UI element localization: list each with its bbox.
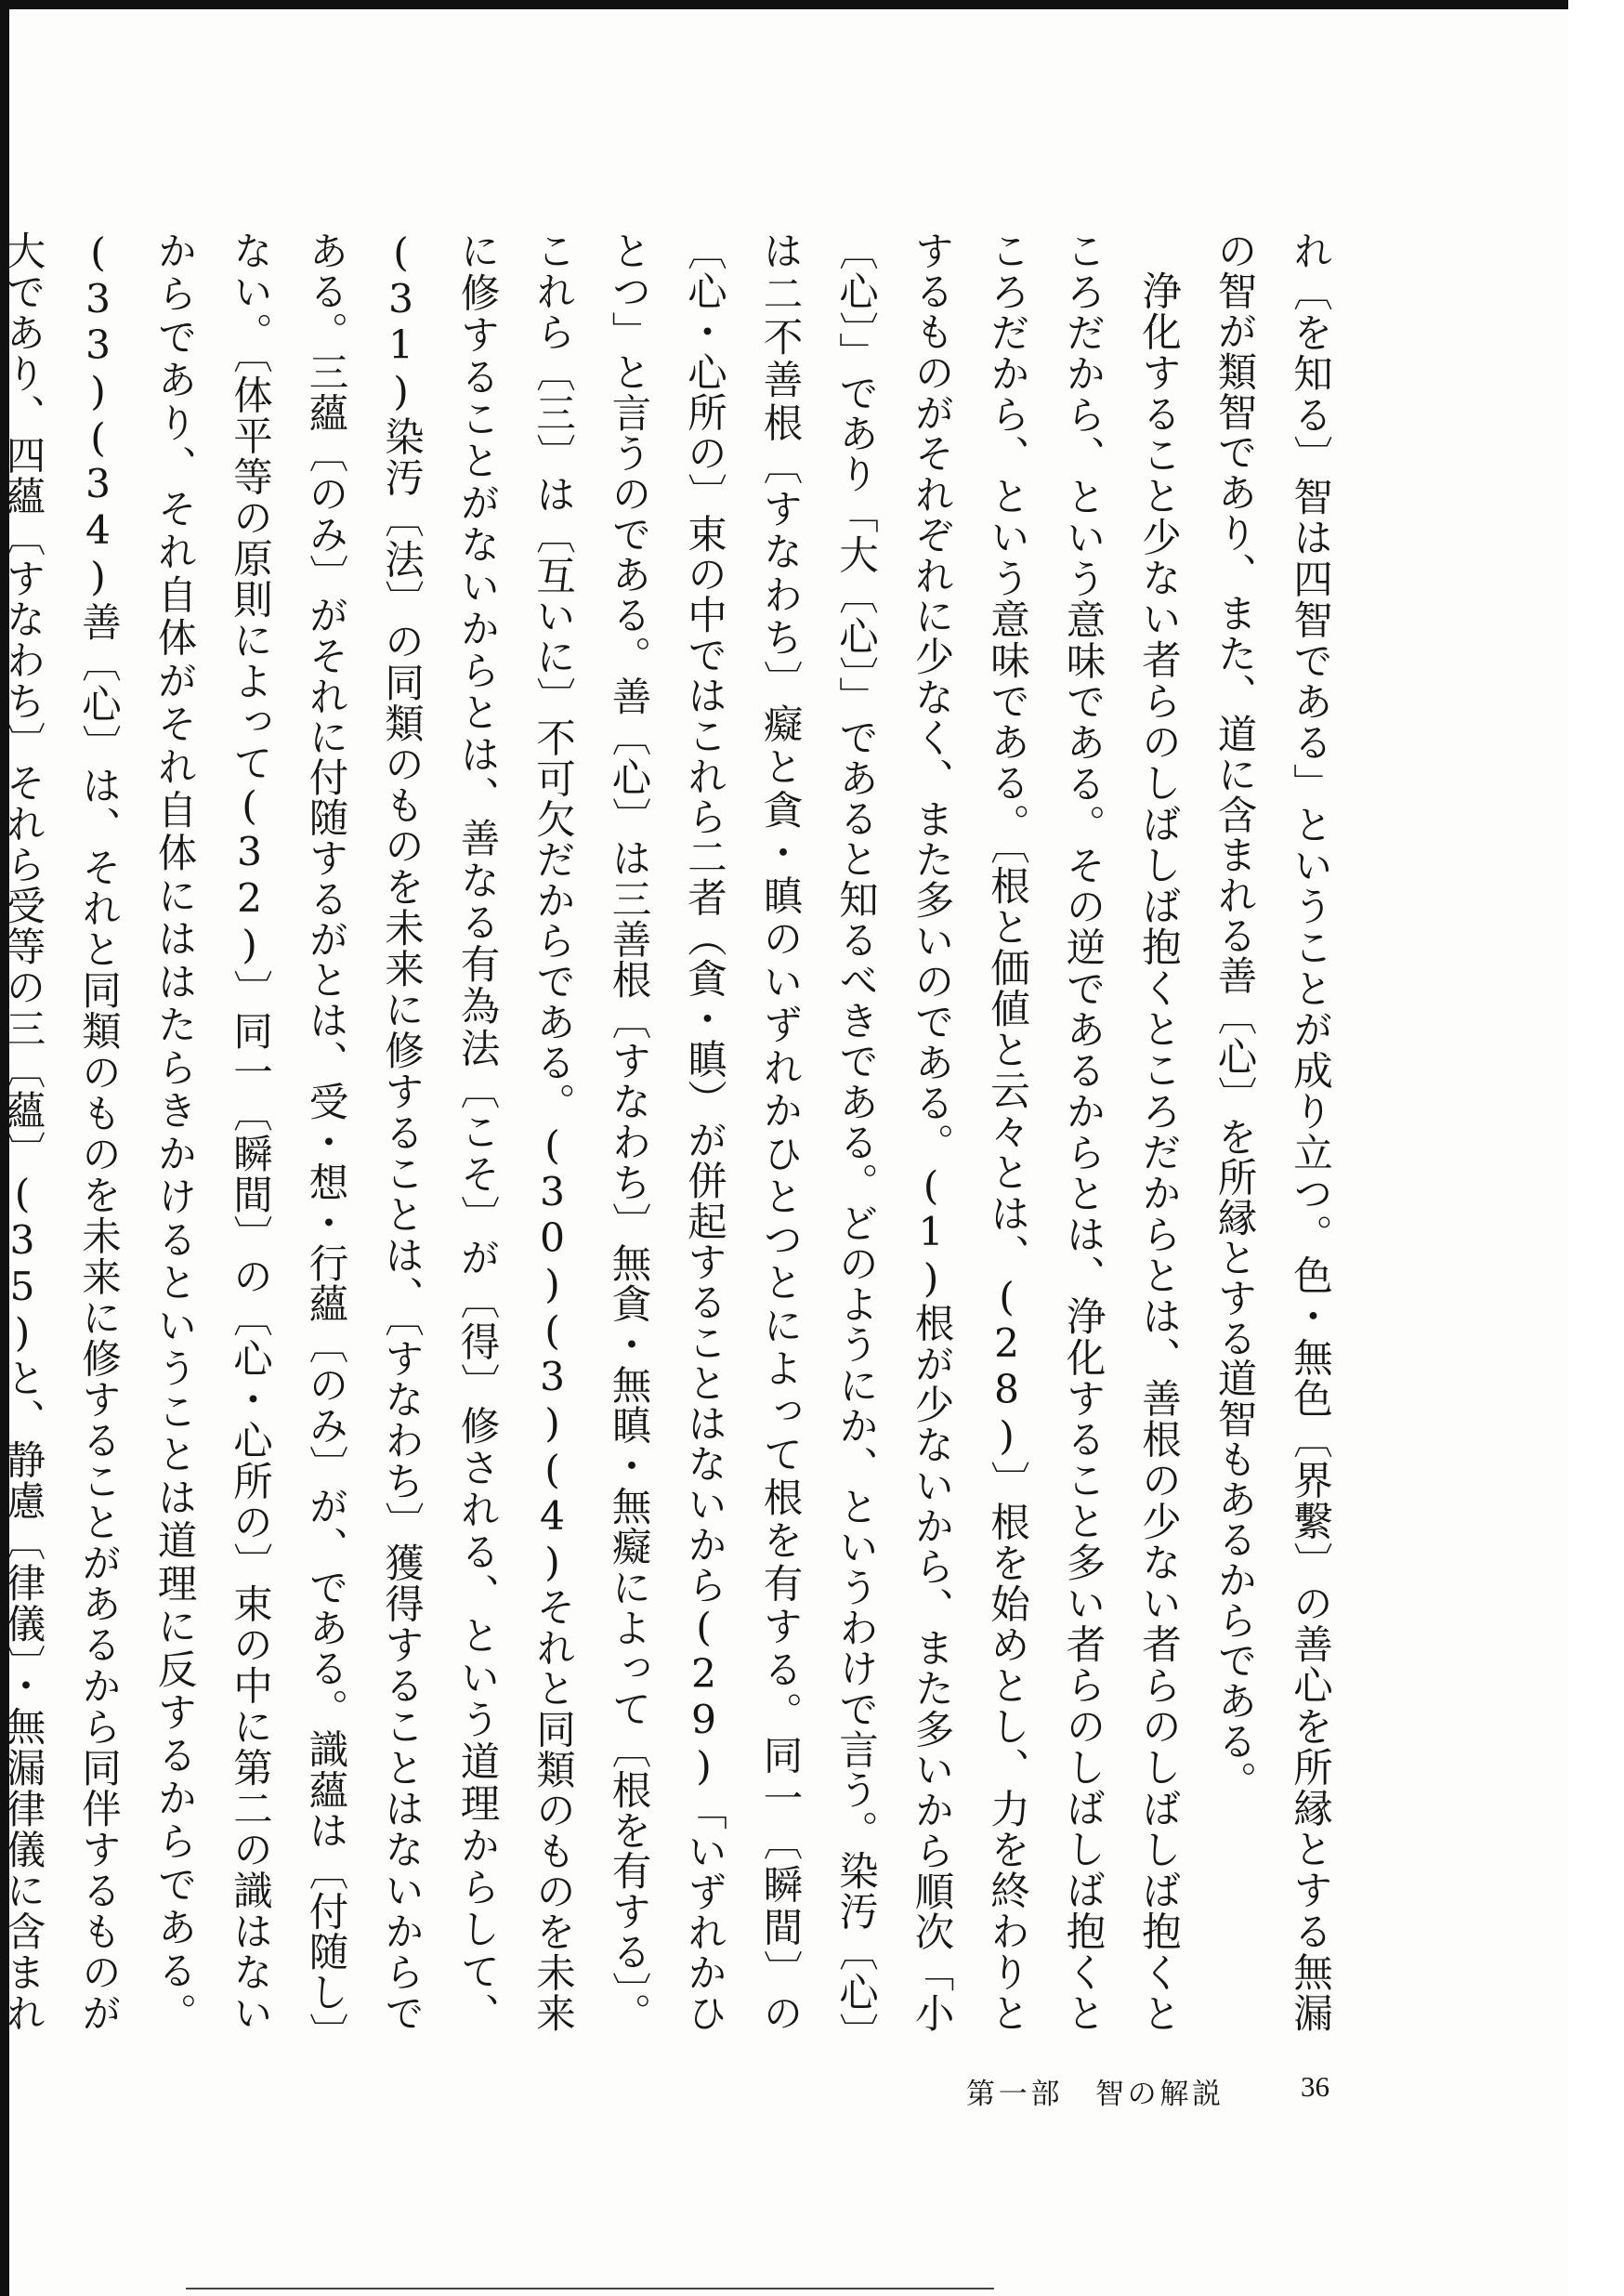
paragraph-1: れ〔を知る〕智は四智である」ということが成り立つ。色・無色〔界繫〕の善心を所縁とする無漏の智が類智であり、また、道に含まれる善〔心〕を所縁とする道智もあるからである。	[1211, 230, 1332, 2033]
scan-edge-top	[0, 0, 1579, 9]
scan-edge-right	[1568, 0, 1624, 2296]
footer-section-title: 第一部 智の解説	[966, 2078, 1225, 2111]
page-number: 36	[1301, 2070, 1329, 2103]
paragraph-2: 浄化すること少ない者らのしばしば抱くところだからとは、善根の少ない者らのしばしば抱くところだから、という意味である。その逆であるからとは、浄化すること多い者らのしばしば抱くところだから、という意味である。〔根と価値と云々とは、(28)〕根を始めとし、力を終わりとするものがそれぞれに少なく、また多いのである。(1)根が少ないから、また多いから順次「小〔心〕」であり「大〔心〕」であると知るべきである。どのようにか、というわけで言う。染汚〔心〕は二不善根〔すなわち〕癡と貪・瞋のいずれかひとつとによって根を有する。同一〔瞬間〕の〔心・心所の〕束の中ではこれら二者（貪・瞋）が併起することはないから(29)「いずれかひとつ」と言うのである。善〔心〕は三善根〔すなわち〕無貪・無瞋・無癡によって〔根を有する〕。これら〔三〕は〔互いに〕不可欠だからである。(30)(3)(4)それと同類のものを未来に修することがないからとは、善なる有為法〔こそ〕が〔得〕修される、という道理からして、(31)染汚〔法〕の同類のものを未来に修することは、〔すなわち〕獲得することはないからである。三蘊〔のみ〕がそれに付随するがとは、受・想・行蘊〔のみ〕が、である。識蘊は〔付随し〕ない。〔体平等の原則によって(32)〕同一〔瞬間〕の〔心・心所の〕束の中に第二の識はないからであり、それ自体がそれ自体にははたらきかけるということは道理に反するからである。(33)(34)善〔心〕は、それと同類のものを未来に修することがあるから同伴するものが大であり、四蘊〔すなわち〕それら受等の三〔蘊〕(35)と、静慮〔律儀〕・無漏律儀に含まれ	[0, 230, 1181, 2033]
scan-bottom-line	[186, 2288, 994, 2289]
vertical-body-text	[0, 230, 1347, 2033]
running-footer	[966, 2070, 1356, 2117]
